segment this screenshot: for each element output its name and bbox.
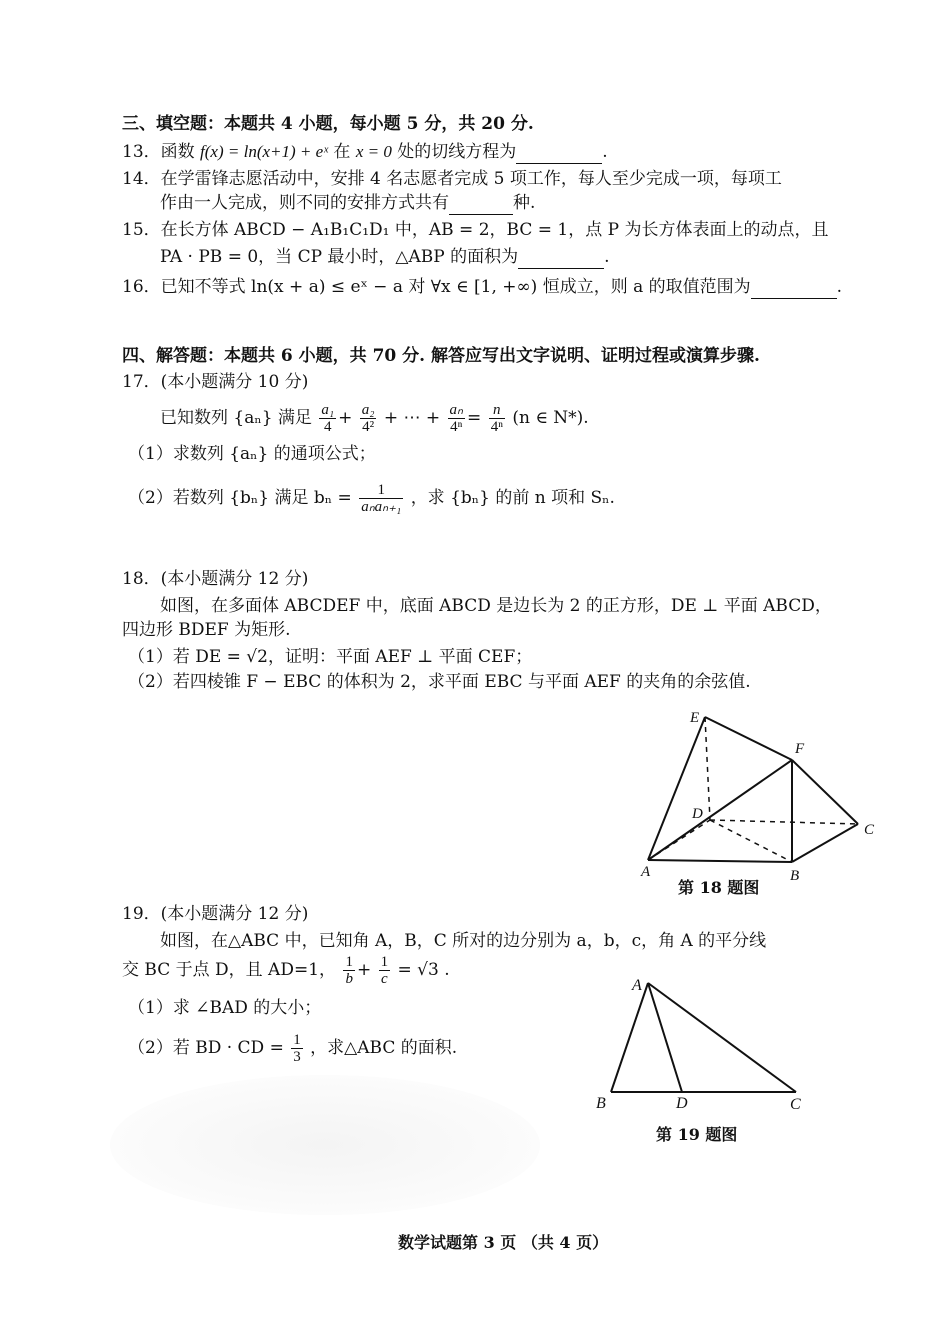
q13-text-b: 在 xyxy=(328,142,356,162)
fig18-label-B: B xyxy=(790,868,800,884)
q17-p2-den: aₙaₙ₊₁ xyxy=(361,499,402,515)
fig18-label-C: C xyxy=(864,822,875,838)
q19-title: 19．(本小题满分 12 分) xyxy=(122,904,309,924)
q15-answer-blank[interactable] xyxy=(518,250,604,269)
fig19-label-A: A xyxy=(632,977,642,994)
q14-text-a: 作由一人完成，则不同的安排方式共有 xyxy=(160,193,449,213)
q17-f4-den: 4ⁿ xyxy=(490,419,503,435)
fig18-label-E: E xyxy=(690,710,700,726)
edge-AD19 xyxy=(648,983,682,1092)
figure-18-caption: 第 18 题图 xyxy=(678,878,760,897)
q17-f1-num: a₁ xyxy=(321,402,335,418)
q19-part2-tail: ，求△ABC 的面积. xyxy=(310,1038,458,1058)
edge-AB xyxy=(648,860,792,862)
edge-EF xyxy=(705,717,792,760)
q13-text-c: 处的切线方程为 xyxy=(391,142,517,162)
question-14-line1: 14．在学雷锋志愿活动中，安排 4 名志愿者完成 5 项工作，每人至少完成一项，每项工 xyxy=(122,169,782,189)
q18-part2: （2）若四棱锥 F − EBC 的体积为 2，求平面 EBC 与平面 AEF 的夹角的余弦值. xyxy=(128,672,751,692)
edge-FA xyxy=(648,760,792,860)
edge-EA xyxy=(648,717,705,860)
question-13: 13．函数 f(x) = ln(x+1) + eˣ 在 x = 0 处的切线方程为 . xyxy=(122,142,608,162)
q14-text-b: 种. xyxy=(513,193,536,213)
q17-f1-den: 4 xyxy=(323,419,332,435)
section3-heading: 三、填空题：本题共 4 小题，每小题 5 分，共 20 分. xyxy=(122,114,534,134)
q19-part2 xyxy=(128,1028,457,1068)
question-16: 16．已知不等式 ln(x + a) ≤ eˣ − a 对 ∀x ∈ [1, +∞) 恒成立，则 a 的取值范围为 . xyxy=(122,277,843,297)
q17-part1: （1）求数列 {aₙ} 的通项公式； xyxy=(128,444,376,464)
q15-text-a: PA · PB = 0，当 CP 最小时，△ABP 的面积为 xyxy=(160,247,519,267)
fig18-label-F: F xyxy=(795,741,805,757)
q16-text: 16．已知不等式 ln(x + a) ≤ eˣ − a 对 ∀x ∈ [1, +∞) 恒成立，则 a 的取值范围为 xyxy=(122,277,751,297)
edge-AB19 xyxy=(611,983,648,1092)
q19-f2-den: c xyxy=(381,971,388,987)
edge-ED-hidden xyxy=(705,717,710,820)
q19-f1-den: b xyxy=(345,971,353,987)
q17-dots: + ⋯ + xyxy=(383,408,441,428)
q17-f2-num: a₂ xyxy=(361,402,375,418)
q19-part2-fraction xyxy=(291,1032,303,1065)
q17-f3-den: 4ⁿ xyxy=(450,419,463,435)
q17-fraction-4 xyxy=(489,402,505,435)
q18-part1: （1）若 DE = √2，证明：平面 AEF ⊥ 平面 CEF； xyxy=(128,647,533,667)
figure-19-caption: 第 19 题图 xyxy=(656,1125,738,1144)
question-15-line2: PA · PB = 0，当 CP 最小时，△ABP 的面积为 . xyxy=(160,247,610,267)
q17-given: 已知数列 {aₙ} 满足 $\frac{\text{a₁}}{4}$ + $\frac{\text{a₂}}{\text{4²}}$ + ⋯ + $\frac{\text{aₙ}}{\text{4ⁿ}}$ = $\frac{n}{\text{4ⁿ}}$ (n ∈ N*). xyxy=(160,402,589,435)
q19-part1: （1）求 ∠BAD 的大小； xyxy=(128,998,322,1018)
q18-line1: 如图，在多面体 ABCDEF 中，底面 ABCD 是边长为 2 的正方形，DE ⊥ 平面 ABCD， xyxy=(160,596,832,616)
q17-p2-num: 1 xyxy=(359,482,403,499)
q17-fraction-2 xyxy=(360,402,377,435)
q19-fraction-2 xyxy=(379,954,391,987)
q19-p2-den: 3 xyxy=(293,1049,301,1065)
fig19-label-C: C xyxy=(790,1096,801,1113)
q13-point: x = 0 xyxy=(355,142,392,161)
q17-fraction-1 xyxy=(319,402,336,435)
q17-f3-num: aₙ xyxy=(449,402,464,418)
q17-title: 17．(本小题满分 10 分) xyxy=(122,372,309,392)
q19-line2: 交 BC 于点 D，且 AD=1， $\frac{1}{b}$ + $\frac{1}{c}$ = √3 . xyxy=(122,954,450,987)
q17-fraction-3 xyxy=(448,402,465,435)
page-footer: 数学试题第 3 页 （共 4 页） xyxy=(398,1233,609,1252)
edge-AD-hidden xyxy=(648,820,710,860)
q19-line2-tail: = √3 . xyxy=(397,960,450,980)
q17-part2-text: （2）若数列 {bₙ} 满足 bₙ = xyxy=(128,488,352,508)
q19-line2-text: 交 BC 于点 D，且 AD=1， xyxy=(122,960,337,980)
q13-answer-blank[interactable] xyxy=(516,145,602,164)
q18-line2: 四边形 BDEF 为矩形. xyxy=(122,620,291,640)
q17-given-tail: (n ∈ N*). xyxy=(512,408,589,428)
q18-title: 18．(本小题满分 12 分) xyxy=(122,569,309,589)
q19-part2-text: （2）若 BD · CD = xyxy=(128,1038,284,1058)
q13-function: f(x) = ln(x+1) + eˣ xyxy=(200,142,328,161)
q19-line1: 如图，在△ABC 中，已知角 A，B，C 所对的边分别为 a，b，c，角 A 的平分线 xyxy=(160,931,767,951)
q17-part2 xyxy=(128,478,615,518)
q17-f4-num: n xyxy=(489,402,505,419)
q17-part2-fraction xyxy=(359,482,403,515)
question-14-line2 xyxy=(160,191,535,215)
q19-fraction-1 xyxy=(343,954,355,987)
scan-smudge xyxy=(110,1075,540,1215)
fig18-label-A: A xyxy=(641,864,651,880)
fig19-label-B: B xyxy=(596,1095,606,1112)
q17-part2-tail: ，求 {bₙ} 的前 n 项和 Sₙ. xyxy=(410,488,615,508)
q14-answer-blank[interactable] xyxy=(449,196,513,215)
q19-p2-num: 1 xyxy=(293,1032,301,1048)
fig19-label-D: D xyxy=(676,1095,688,1112)
q19-f1-num: 1 xyxy=(345,954,353,970)
q17-f2-den: 4² xyxy=(362,419,375,435)
q17-given-text: 已知数列 {aₙ} 满足 xyxy=(160,408,312,428)
edge-DC-hidden xyxy=(710,820,858,824)
edge-BC xyxy=(792,824,858,862)
q19-f2-num: 1 xyxy=(380,954,389,970)
section4-heading: 四、解答题：本题共 6 小题，共 70 分. 解答应写出文字说明、证明过程或演算步骤. xyxy=(122,346,760,366)
q13-text-a: 13．函数 xyxy=(122,142,201,162)
edge-DB-hidden xyxy=(710,820,792,862)
edge-FC xyxy=(792,760,858,824)
fig18-label-D: D xyxy=(692,806,703,822)
question-15-line1: 15．在长方体 ABCD − A₁B₁C₁D₁ 中，AB = 2，BC = 1，点 P 为长方体表面上的动点，且 xyxy=(122,220,829,240)
edge-AC19 xyxy=(648,983,796,1092)
q16-answer-blank[interactable] xyxy=(751,280,837,299)
